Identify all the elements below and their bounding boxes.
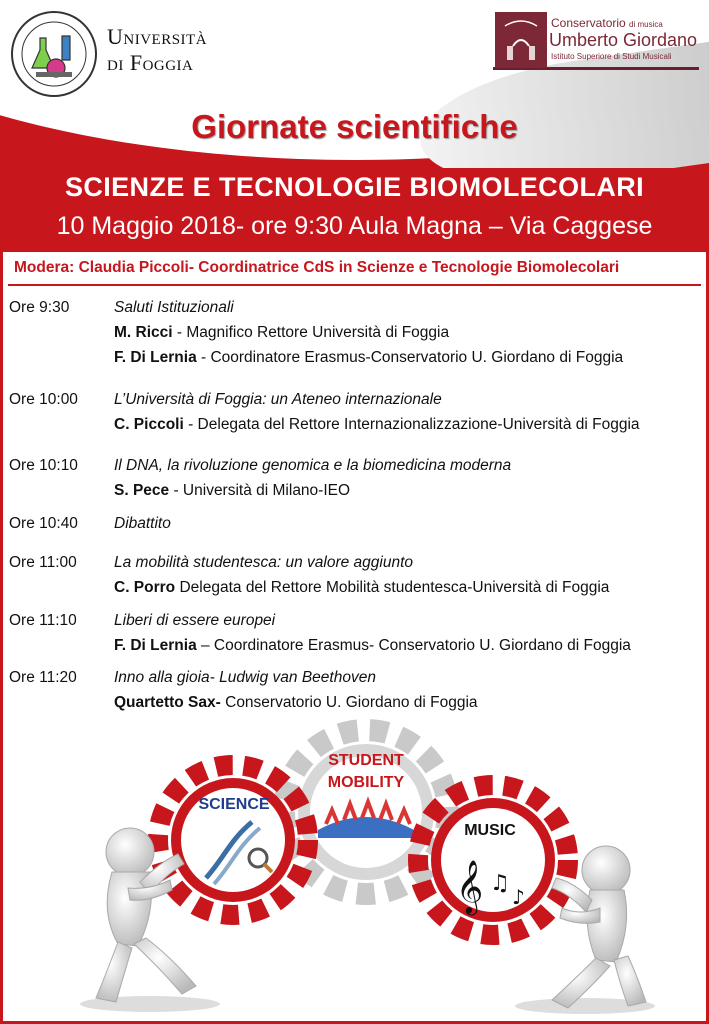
- svg-text:𝄞: 𝄞: [456, 859, 484, 913]
- program-speaker: [114, 575, 609, 600]
- program-talk: Liberi di essere europei: [114, 612, 276, 629]
- speaker-name: F. Di Lernia: [114, 637, 197, 654]
- program-time: Ore 10:10: [9, 457, 78, 474]
- subtitle-band: [0, 168, 709, 252]
- university-seal-logo: [10, 10, 98, 98]
- speaker-role: Conservatorio U. Giordano di Foggia: [220, 694, 478, 711]
- conservatory-mark-icon: [495, 12, 547, 68]
- speaker-role: - Università di Milano-IEO: [169, 482, 351, 499]
- mobility-gear-label-line1: STUDENT: [328, 752, 404, 769]
- speaker-name: C. Piccoli: [114, 416, 184, 433]
- university-name: [107, 24, 207, 77]
- speaker-role: - Delegata del Rettore Internazionalizzazione-Università di Foggia: [183, 416, 640, 433]
- speaker-name: F. Di Lernia: [114, 349, 197, 366]
- university-name-line1: Università: [107, 24, 208, 49]
- conservatory-name-line1: Conservatorio: [551, 16, 626, 30]
- gears-illustration: [0, 712, 709, 1018]
- speaker-name: S. Pece: [114, 482, 170, 499]
- program-speaker: [114, 345, 623, 370]
- svg-text:♪: ♪: [512, 885, 525, 909]
- speaker-role: - Magnifico Rettore Università di Foggia: [172, 324, 450, 341]
- speaker-role: Delegata del Rettore Mobilità studentesca-Università di Foggia: [175, 579, 610, 596]
- speaker-name: C. Porro: [114, 579, 176, 596]
- music-gear-icon: [418, 785, 568, 935]
- program-time: Ore 11:20: [9, 669, 77, 686]
- program-talk: La mobilità studentesca: un valore aggiunto: [114, 554, 414, 571]
- speaker-role: – Coordinatore Erasmus- Conservatorio U. Giordano di Foggia: [196, 637, 631, 654]
- program-time: Ore 9:30: [9, 299, 70, 316]
- speaker-name: Quartetto Sax-: [114, 694, 221, 711]
- program-time: Ore 10:00: [9, 391, 78, 408]
- program-speaker: [114, 478, 511, 503]
- event-subject: SCIENZE E TECNOLOGIE BIOMOLECOLARI: [64, 172, 645, 202]
- program-speaker: [114, 320, 623, 345]
- program-talk: Dibattito: [114, 515, 171, 532]
- program-time: Ore 11:10: [9, 612, 77, 629]
- header: [0, 0, 709, 170]
- program-talk: Inno alla gioia- Ludwig van Beethoven: [114, 669, 376, 686]
- mobility-gear-label-line2: MOBILITY: [327, 774, 405, 791]
- music-gear-label: MUSIC: [464, 822, 516, 839]
- university-name-line2: di Foggia: [107, 50, 194, 76]
- moderator-line: Modera: Claudia Piccoli- Coordinatrice CdS in Scienze e Tecnologie Biomolecolari: [14, 259, 620, 276]
- conservatory-motto: Istituto Superiore di Studi Musicali: [551, 52, 672, 61]
- program-speaker: [114, 412, 640, 437]
- program-time: Ore 10:40: [9, 515, 78, 532]
- conservatory-name-line2: Umberto Giordano: [549, 30, 698, 50]
- event-date-venue: 10 Maggio 2018- ore 9:30 Aula Magna – Via Caggese: [56, 212, 653, 240]
- speaker-role: - Coordinatore Erasmus-Conservatorio U. Giordano di Foggia: [196, 349, 624, 366]
- divider: [8, 284, 701, 286]
- program-speaker: [114, 633, 631, 658]
- svg-text:♫: ♫: [490, 871, 510, 896]
- program-time: Ore 11:00: [9, 554, 77, 571]
- program-talk: Saluti Istituzionali: [114, 299, 234, 316]
- program-talk: Il DNA, la rivoluzione genomica e la biomedicina moderna: [114, 457, 512, 474]
- event-title: Giornate scientifiche: [191, 108, 518, 145]
- conservatory-name-small: di musica: [629, 20, 663, 29]
- program-talk: L’Università di Foggia: un Ateneo internazionale: [114, 391, 442, 408]
- science-gear-label: SCIENCE: [198, 796, 270, 813]
- conservatory-logo: [493, 12, 699, 70]
- speaker-name: M. Ricci: [114, 324, 173, 341]
